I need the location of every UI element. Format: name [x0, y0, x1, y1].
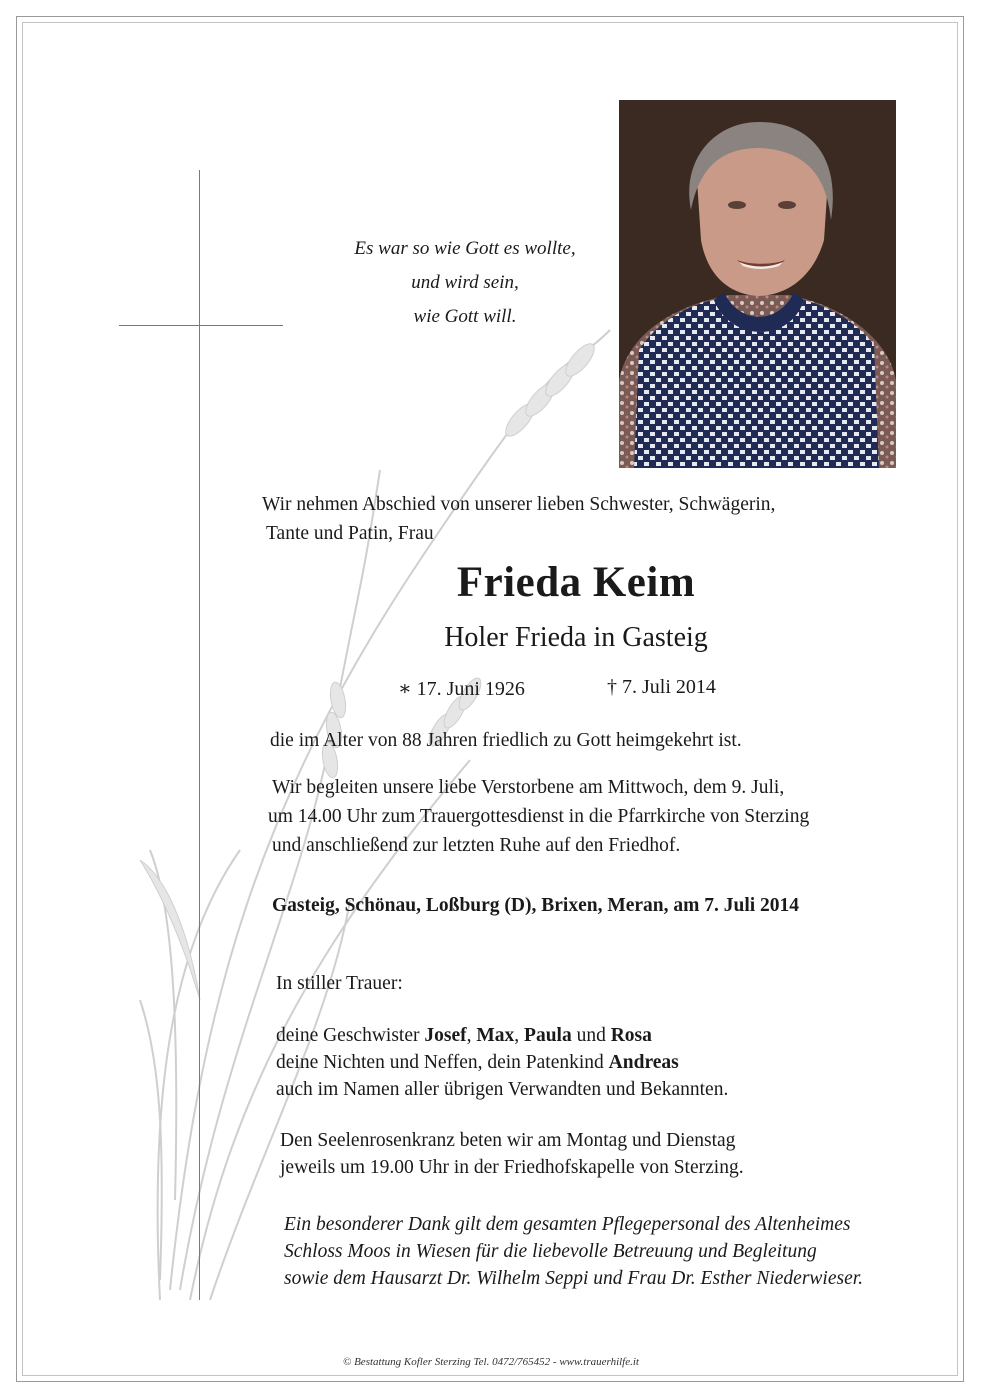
nieces-line [276, 1048, 679, 1077]
intro-line: Tante und Patin, Frau [266, 523, 434, 544]
siblings-line [276, 1021, 652, 1050]
funeral-line: um 14.00 Uhr zum Trauergottesdienst in die Pfarrkirche von Sterzing [268, 806, 810, 827]
portrait-image [619, 100, 896, 468]
mourners-heading: In stiller Trauer: [276, 973, 403, 994]
rosary-line: jeweils um 19.00 Uhr in der Friedhofskapelle von Sterzing. [280, 1157, 744, 1178]
godchild-name: Andreas [608, 1052, 679, 1073]
age-line: die im Alter von 88 Jahren friedlich zu Gott heimgekehrt ist. [270, 730, 742, 751]
sibling-name: Max [476, 1025, 515, 1046]
separator: , [466, 1025, 477, 1046]
thanks-line: sowie dem Hausarzt Dr. Wilhelm Seppi und Frau Dr. Esther Niederwieser. [284, 1268, 864, 1289]
quote-line: wie Gott will. [413, 306, 517, 327]
footer-credit: © Bestattung Kofler Sterzing Tel. 0472/765452 - www.trauerhilfe.it [342, 1356, 639, 1368]
funeral-line: Wir begleiten unsere liebe Verstorbene am Mittwoch, dem 9. Juli, [272, 777, 785, 798]
separator: , [514, 1025, 525, 1046]
place-date: Gasteig, Schönau, Loßburg (D), Brixen, Meran, am 7. Juli 2014 [272, 895, 800, 916]
deceased-name: Frieda Keim [456, 559, 696, 606]
death-date: † 7. Juli 2014 [607, 676, 716, 698]
sibling-name: Rosa [610, 1025, 652, 1046]
thanks-line: Schloss Moos in Wiesen für die liebevolle Betreuung und Begleitung [284, 1241, 817, 1262]
bible-quote [330, 232, 600, 334]
nieces-prefix: deine Nichten und Neffen, dein Patenkind [276, 1052, 609, 1073]
deceased-alias: Holer Frieda in Gasteig [444, 622, 708, 653]
relatives-line: auch im Namen aller übrigen Verwandten und Bekannten. [276, 1079, 729, 1100]
sibling-name: Josef [424, 1025, 467, 1046]
birth-date: ∗ 17. Juni 1926 [398, 678, 525, 700]
separator: und [571, 1025, 611, 1046]
cross-horizontal-bar [119, 325, 283, 326]
thanks-line: Ein besonderer Dank gilt dem gesamten Pflegepersonal des Altenheimes [284, 1214, 851, 1235]
rosary-line: Den Seelenrosenkranz beten wir am Montag und Dienstag [280, 1130, 736, 1151]
siblings-prefix: deine Geschwister [276, 1025, 425, 1046]
quote-line: und wird sein, [411, 272, 519, 293]
quote-line: Es war so wie Gott es wollte, [354, 238, 576, 259]
cross-vertical-bar [199, 170, 200, 1300]
portrait-photo [619, 100, 896, 468]
funeral-line: und anschließend zur letzten Ruhe auf den Friedhof. [272, 835, 681, 856]
sibling-name: Paula [524, 1025, 572, 1046]
intro-line: Wir nehmen Abschied von unserer lieben Schwester, Schwägerin, [262, 494, 776, 515]
